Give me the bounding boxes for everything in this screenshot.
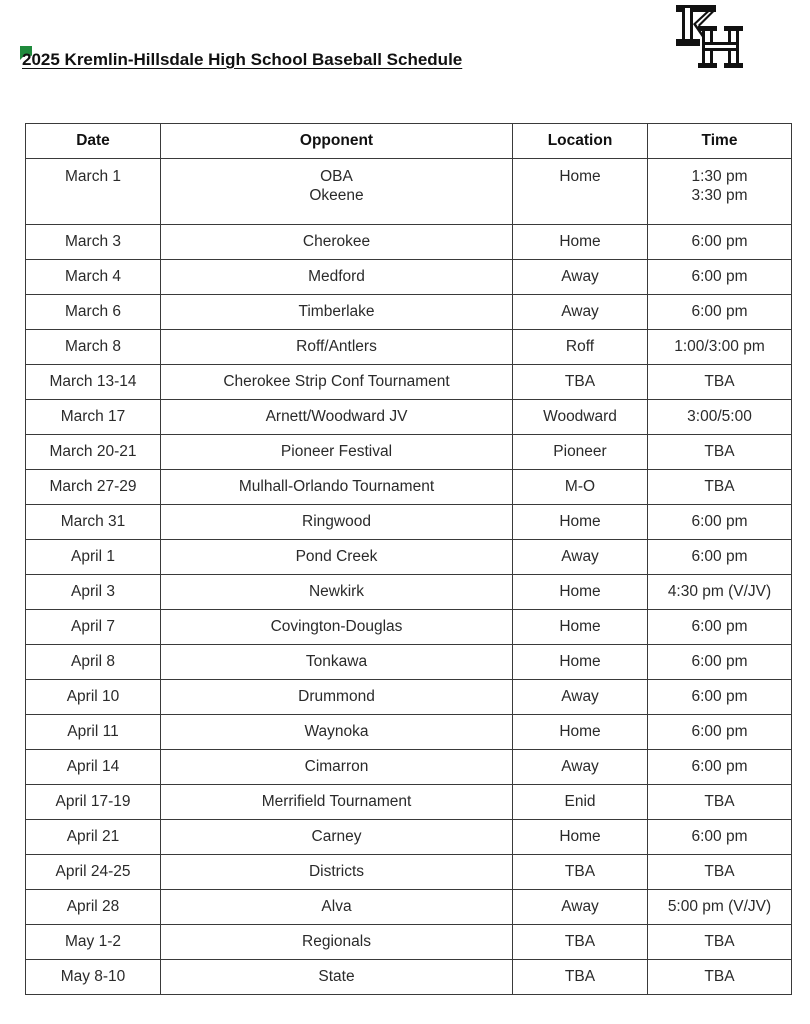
- table-row: [26, 470, 792, 505]
- table-row: [26, 295, 792, 330]
- date-cell: April 3: [26, 575, 161, 610]
- location-cell: TBA: [513, 960, 648, 995]
- table-row: [26, 715, 792, 750]
- date-cell: May 1-2: [26, 925, 161, 960]
- date-cell: April 28: [26, 890, 161, 925]
- location-cell: Home: [513, 715, 648, 750]
- table-header-row: [26, 124, 792, 159]
- opponent-cell: Waynoka: [161, 715, 513, 750]
- location-cell: M-O: [513, 470, 648, 505]
- table-row: [26, 435, 792, 470]
- date-cell: March 17: [26, 400, 161, 435]
- opponent-cell: Tonkawa: [161, 645, 513, 680]
- date-cell: April 11: [26, 715, 161, 750]
- date-cell: April 24-25: [26, 855, 161, 890]
- table-row: [26, 890, 792, 925]
- time-cell: 6:00 pm: [648, 820, 792, 855]
- date-cell: March 4: [26, 260, 161, 295]
- opponent-cell: Medford: [161, 260, 513, 295]
- opponent-cell: Cherokee Strip Conf Tournament: [161, 365, 513, 400]
- date-cell: March 6: [26, 295, 161, 330]
- date-cell: March 8: [26, 330, 161, 365]
- time-cell: [648, 159, 792, 225]
- table-row: [26, 225, 792, 260]
- opponent-cell: Pioneer Festival: [161, 435, 513, 470]
- date-cell: April 8: [26, 645, 161, 680]
- location-cell: Away: [513, 680, 648, 715]
- location-cell: Woodward: [513, 400, 648, 435]
- opponent-cell: Merrifield Tournament: [161, 785, 513, 820]
- time-cell: TBA: [648, 855, 792, 890]
- time-cell: 6:00 pm: [648, 610, 792, 645]
- column-header-location: Location: [513, 124, 648, 159]
- time-cell: 6:00 pm: [648, 715, 792, 750]
- location-cell: Home: [513, 225, 648, 260]
- location-cell: TBA: [513, 925, 648, 960]
- table-row: [26, 365, 792, 400]
- opponent-cell: Drummond: [161, 680, 513, 715]
- date-cell: April 14: [26, 750, 161, 785]
- location-cell: Away: [513, 540, 648, 575]
- opponent-cell: Districts: [161, 855, 513, 890]
- time-cell: TBA: [648, 785, 792, 820]
- opponent-cell: Pond Creek: [161, 540, 513, 575]
- location-cell: Home: [513, 505, 648, 540]
- date-cell: April 10: [26, 680, 161, 715]
- opponent-cell: Cherokee: [161, 225, 513, 260]
- date-cell: April 21: [26, 820, 161, 855]
- time-cell: TBA: [648, 365, 792, 400]
- column-header-time: Time: [648, 124, 792, 159]
- time-cell: 6:00 pm: [648, 540, 792, 575]
- location-cell: Away: [513, 750, 648, 785]
- time-cell: 6:00 pm: [648, 295, 792, 330]
- location-cell: Roff: [513, 330, 648, 365]
- school-logo: [672, 2, 744, 70]
- time-cell: 6:00 pm: [648, 750, 792, 785]
- location-cell: Away: [513, 890, 648, 925]
- location-cell: TBA: [513, 855, 648, 890]
- table-row: [26, 159, 792, 225]
- opponent-cell: Mulhall-Orlando Tournament: [161, 470, 513, 505]
- location-cell: Home: [513, 645, 648, 680]
- date-cell: May 8-10: [26, 960, 161, 995]
- time-cell: TBA: [648, 470, 792, 505]
- date-cell: March 3: [26, 225, 161, 260]
- time-cell: 5:00 pm (V/JV): [648, 890, 792, 925]
- time-cell: 6:00 pm: [648, 680, 792, 715]
- location-cell: Away: [513, 295, 648, 330]
- opponent-cell: Carney: [161, 820, 513, 855]
- opponent-cell: Newkirk: [161, 575, 513, 610]
- time-cell: 4:30 pm (V/JV): [648, 575, 792, 610]
- opponent-cell: Roff/Antlers: [161, 330, 513, 365]
- table-row: [26, 925, 792, 960]
- time-cell: TBA: [648, 960, 792, 995]
- date-cell: March 1: [26, 159, 161, 225]
- location-cell: Home: [513, 159, 648, 225]
- date-cell: March 20-21: [26, 435, 161, 470]
- time-cell: 6:00 pm: [648, 225, 792, 260]
- time-cell: TBA: [648, 435, 792, 470]
- opponent-cell: Ringwood: [161, 505, 513, 540]
- location-cell: Enid: [513, 785, 648, 820]
- table-row: [26, 330, 792, 365]
- table-row: [26, 260, 792, 295]
- time-cell: 1:00/3:00 pm: [648, 330, 792, 365]
- table-row: [26, 505, 792, 540]
- time-cell-line: 1:30 pm: [691, 168, 748, 185]
- time-cell: 6:00 pm: [648, 505, 792, 540]
- time-cell: TBA: [648, 925, 792, 960]
- table-row: [26, 855, 792, 890]
- table-row: [26, 785, 792, 820]
- table-row: [26, 400, 792, 435]
- table-row: [26, 645, 792, 680]
- location-cell: Home: [513, 575, 648, 610]
- opponent-cell: Regionals: [161, 925, 513, 960]
- page-title: 2025 Kremlin-Hillsdale High School Baseball Schedule: [22, 50, 463, 69]
- date-cell: April 17-19: [26, 785, 161, 820]
- opponent-cell-line: OBA: [320, 168, 353, 185]
- table-row: [26, 960, 792, 995]
- table-row: [26, 610, 792, 645]
- date-cell: March 27-29: [26, 470, 161, 505]
- opponent-cell: Covington-Douglas: [161, 610, 513, 645]
- column-header-opponent: Opponent: [161, 124, 513, 159]
- date-cell: April 1: [26, 540, 161, 575]
- opponent-cell: Timberlake: [161, 295, 513, 330]
- location-cell: Home: [513, 820, 648, 855]
- location-cell: TBA: [513, 365, 648, 400]
- date-cell: March 31: [26, 505, 161, 540]
- table-row: [26, 820, 792, 855]
- column-header-date: Date: [26, 124, 161, 159]
- time-cell: 6:00 pm: [648, 645, 792, 680]
- time-cell-line: 3:30 pm: [691, 187, 748, 204]
- opponent-cell: Arnett/Woodward JV: [161, 400, 513, 435]
- opponent-cell: State: [161, 960, 513, 995]
- table-row: [26, 540, 792, 575]
- opponent-cell: [161, 159, 513, 225]
- date-cell: April 7: [26, 610, 161, 645]
- opponent-cell: Cimarron: [161, 750, 513, 785]
- location-cell: Home: [513, 610, 648, 645]
- location-cell: Away: [513, 260, 648, 295]
- location-cell: Pioneer: [513, 435, 648, 470]
- table-row: [26, 575, 792, 610]
- date-cell: March 13-14: [26, 365, 161, 400]
- opponent-cell-line: Okeene: [309, 187, 364, 204]
- opponent-cell: Alva: [161, 890, 513, 925]
- time-cell: 3:00/5:00: [648, 400, 792, 435]
- table-row: [26, 680, 792, 715]
- table-row: [26, 750, 792, 785]
- time-cell: 6:00 pm: [648, 260, 792, 295]
- schedule-table: [25, 123, 792, 995]
